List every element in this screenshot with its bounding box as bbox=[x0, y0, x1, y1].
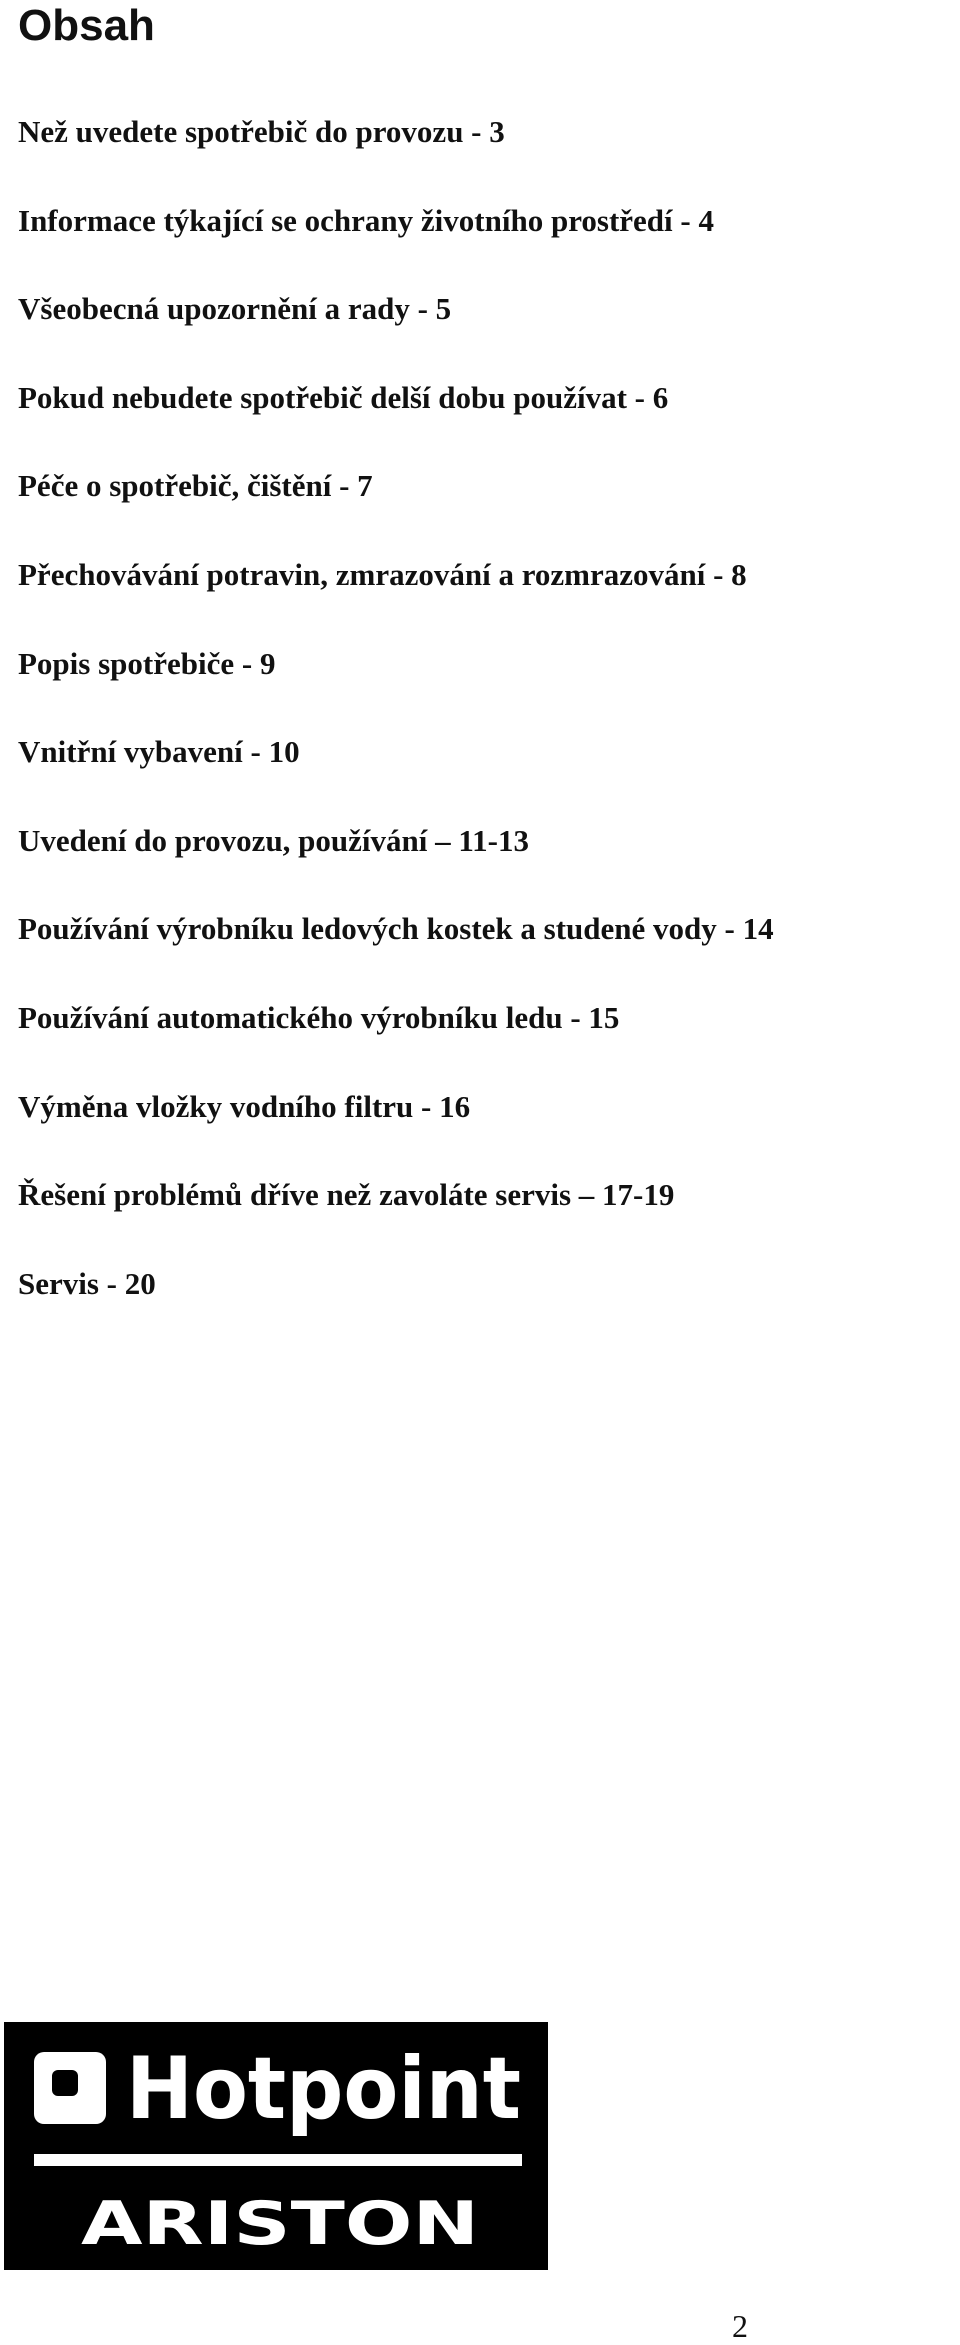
toc-item: Používání automatického výrobníku ledu - 15 bbox=[18, 999, 620, 1035]
toc-item: Servis - 20 bbox=[18, 1265, 156, 1301]
logo-square-hole bbox=[52, 2070, 78, 2096]
toc-item: Péče o spotřebič, čištění - 7 bbox=[18, 468, 373, 504]
logo-graphic bbox=[4, 2022, 548, 2270]
page-number: 2 bbox=[732, 2308, 748, 2344]
toc-item: Pokud nebudete spotřebič delší dobu používat - 6 bbox=[18, 379, 669, 415]
logo-brand-text: Hotpoint bbox=[126, 2039, 521, 2139]
toc-item: Řešení problémů dříve než zavoláte servis – 17-19 bbox=[18, 1177, 675, 1213]
table-of-contents bbox=[18, 108, 774, 1348]
page-title: Obsah bbox=[18, 1, 155, 50]
toc-item: Popis spotřebiče - 9 bbox=[18, 645, 276, 681]
toc-item: Přechovávání potravin, zmrazování a rozmrazování - 8 bbox=[18, 556, 747, 592]
toc-item: Používání výrobníku ledových kostek a studené vody - 14 bbox=[18, 911, 774, 947]
toc-item: Než uvedete spotřebič do provozu - 3 bbox=[18, 114, 505, 149]
toc-item: Informace týkající se ochrany životního prostředí - 4 bbox=[18, 202, 714, 238]
logo-sub-brand-text: ARISTON bbox=[81, 2189, 479, 2259]
toc-item: Všeobecná upozornění a rady - 5 bbox=[18, 291, 452, 327]
hotpoint-ariston-logo bbox=[4, 2022, 548, 2270]
toc-item: Výměna vložky vodního filtru - 16 bbox=[18, 1088, 471, 1124]
logo-divider bbox=[34, 2154, 522, 2166]
toc-item: Uvedení do provozu, používání – 11-13 bbox=[18, 822, 530, 858]
toc-item: Vnitřní vybavení - 10 bbox=[18, 734, 300, 770]
